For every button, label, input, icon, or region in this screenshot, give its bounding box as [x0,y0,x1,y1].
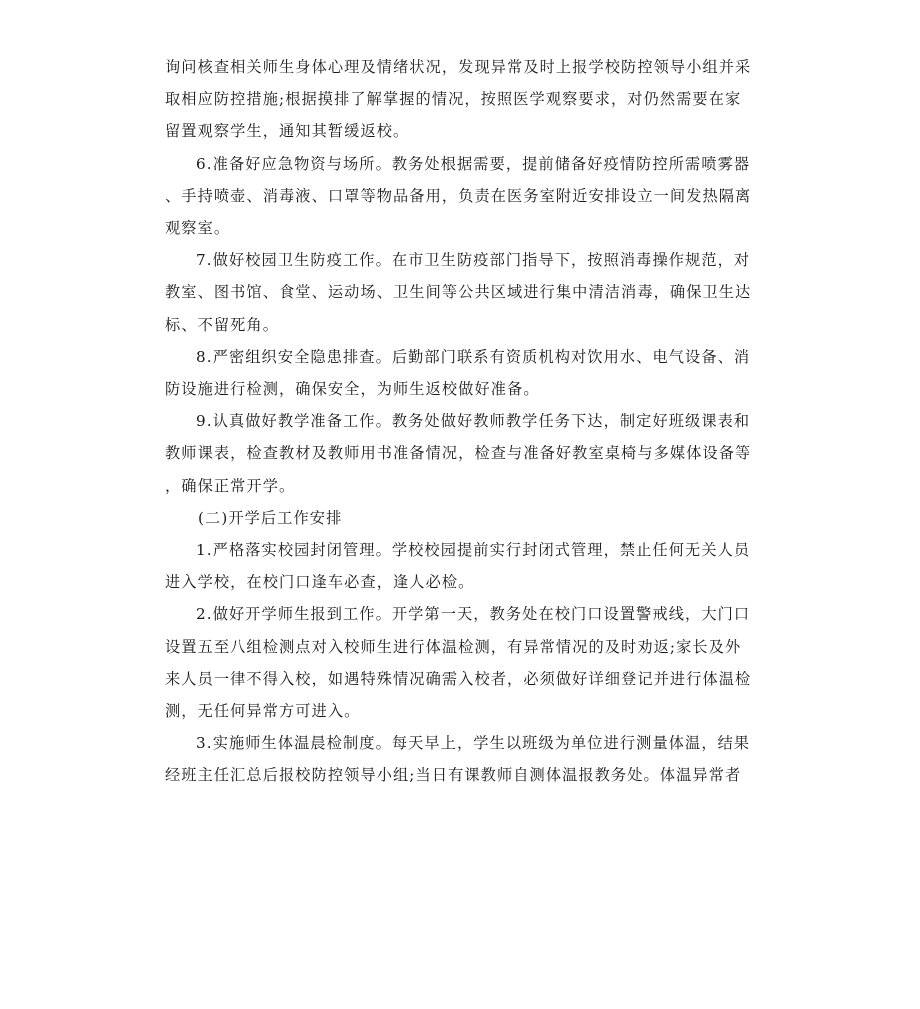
paragraph-item-8: 8.严密组织安全隐患排查。后勤部门联系有资质机构对饮用水、电气设备、消 防设施进行检测，确保安全，为师生返校做好准备。 [165,347,751,399]
paragraph-after-item-2: 2.做好开学师生报到工作。开学第一天，教务处在校门口设置警戒线，大门口 设置五至八组检测点对入校师生进行体温检测，有异常情况的及时劝返;家长及外 来人员一律不得入校，如遇特殊情况确需入校者，必须做好详细登记并进行体温检 测，无任何异常方可进入。 [165,605,752,721]
paragraph-item-9: 9.认真做好教学准备工作。教务处做好教师教学任务下达，制定好班级课表和 教师课表，检查教材及教师用书准备情况，检查与准备好教室桌椅与多媒体设备等 ，确保正常开学。 [165,412,752,495]
paragraph-item-7: 7.做好校园卫生防疫工作。在市卫生防疫部门指导下，按照消毒操作规范，对 教室、图书馆、食堂、运动场、卫生间等公共区域进行集中清洁消毒，确保卫生达 标、不留死角。 [165,251,752,334]
paragraph-continued: 询问核查相关师生身体心理及情绪状况，发现异常及时上报学校防控领导小组并采 取相应防控措施;根据摸排了解掌握的情况，按照医学观察要求，对仍然需要在家 留置观察学生，通知其暂缓返校。 [165,58,752,141]
section-heading: (二)开学后工作安排 [198,508,343,527]
paragraph-item-6: 6.准备好应急物资与场所。教务处根据需要，提前储备好疫情防控所需喷雾器 、手持喷壶、消毒液、口罩等物品备用，负责在医务室附近安排设立一间发热隔离 观察室。 [165,154,752,238]
document-body [165,51,757,792]
paragraph-after-item-3: 3.实施师生体温晨检制度。每天早上，学生以班级为单位进行测量体温，结果 经班主任汇总后报校防控领导小组;当日有课教师自测体温报教务处。体温异常者 [165,734,751,785]
paragraph-after-item-1: 1.严格落实校园封闭管理。学校校园提前实行封闭式管理，禁止任何无关人员 进入学校，在校门口逢车必查，逢人必检。 [165,541,751,592]
